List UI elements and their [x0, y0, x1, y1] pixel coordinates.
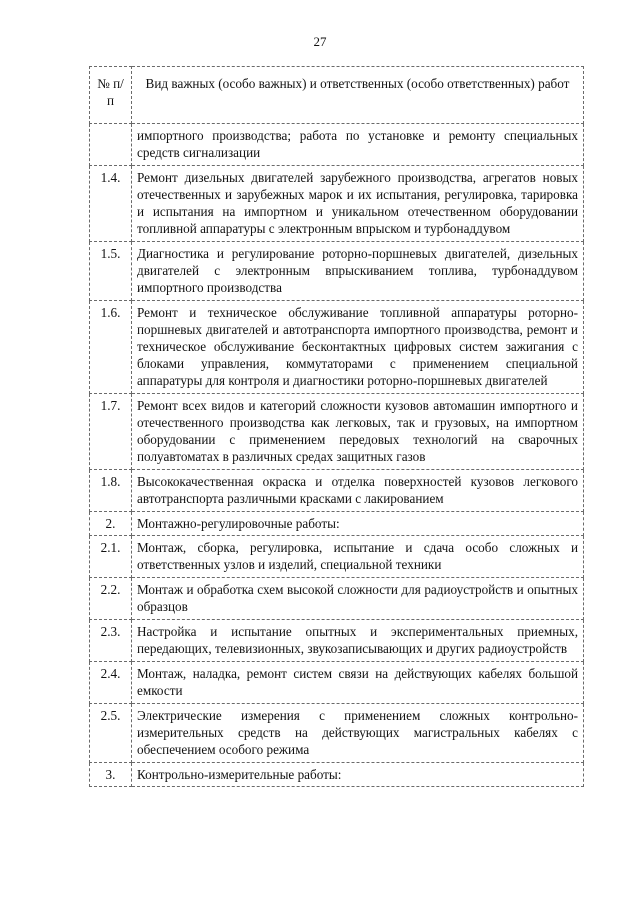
row-number: 2.3. [90, 620, 132, 662]
table-row [90, 662, 584, 704]
table-row [90, 124, 584, 166]
row-number: 1.4. [90, 166, 132, 242]
table-row [90, 578, 584, 620]
row-work-description: Электрические измерения с применением сложных контрольно-измерительных средств на действующих магистральных кабелях с обеспечением особого режима [132, 704, 584, 763]
row-work-description: Монтаж, сборка, регулировка, испытание и сдача особо сложных и ответственных узлов и изделий, специальной техники [132, 536, 584, 578]
row-number: 1.5. [90, 242, 132, 301]
row-work-description: Монтажно-регулировочные работы: [132, 512, 584, 536]
table-header-row [90, 67, 584, 124]
row-work-description: Ремонт и техническое обслуживание топливной аппаратуры роторно-поршневых двигателей и автотранспорта импортного производства, ремонт и техническое обслуживание бесконтактных цифровых систем зажигания с блоками управления, коммутаторами с применением специальной аппаратуры для контроля и диагностики роторно-поршневых двигателей [132, 301, 584, 394]
row-work-description: Ремонт всех видов и категорий сложности кузовов автомашин импортного и отечественного производства как легковых, так и грузовых, на импортном оборудовании с применением передовых технологий на сварочных полуавтоматах в различных средах защитных газов [132, 394, 584, 470]
table-row [90, 536, 584, 578]
table-row [90, 512, 584, 536]
works-table [89, 66, 584, 787]
table-row [90, 470, 584, 512]
table-row [90, 166, 584, 242]
row-work-description: импортного производства; работа по установке и ремонту специальных средств сигнализации [132, 124, 584, 166]
row-work-description: Диагностика и регулирование роторно-поршневых двигателей, дизельных двигателей с электронным впрыскиванием топлива, турбонаддувом импортного производства [132, 242, 584, 301]
row-number: 3. [90, 763, 132, 787]
row-work-description: Настройка и испытание опытных и экспериментальных приемных, передающих, телевизионных, звукозаписывающих и других радиоустройств [132, 620, 584, 662]
header-work-type: Вид важных (особо важных) и ответственных (особо ответственных) работ [132, 67, 584, 124]
row-work-description: Монтаж и обработка схем высокой сложности для радиоустройств и опытных образцов [132, 578, 584, 620]
table-row [90, 763, 584, 787]
row-number: 1.8. [90, 470, 132, 512]
row-work-description: Высококачественная окраска и отделка поверхностей кузовов легкового автотранспорта различными красками с лакированием [132, 470, 584, 512]
table-body [90, 124, 584, 787]
row-work-description: Контрольно-измерительные работы: [132, 763, 584, 787]
row-number: 1.6. [90, 301, 132, 394]
table-row [90, 242, 584, 301]
table-row [90, 301, 584, 394]
row-number: 2.5. [90, 704, 132, 763]
row-number: 2.4. [90, 662, 132, 704]
row-number [90, 124, 132, 166]
header-number: № п/п [90, 67, 132, 124]
table-row [90, 394, 584, 470]
row-number: 1.7. [90, 394, 132, 470]
row-work-description: Монтаж, наладка, ремонт систем связи на действующих кабелях большой емкости [132, 662, 584, 704]
table-row [90, 704, 584, 763]
page-number: 27 [313, 34, 327, 49]
table-row [90, 620, 584, 662]
row-number: 2.2. [90, 578, 132, 620]
row-number: 2.1. [90, 536, 132, 578]
row-number: 2. [90, 512, 132, 536]
row-work-description: Ремонт дизельных двигателей зарубежного производства, агрегатов новых отечественных и зарубежных марок и их испытания, регулировка, тарировка и испытания на импортном и уникальном отечественном оборудовании топливной аппаратуры с электронным впрыском и турбонаддувом [132, 166, 584, 242]
